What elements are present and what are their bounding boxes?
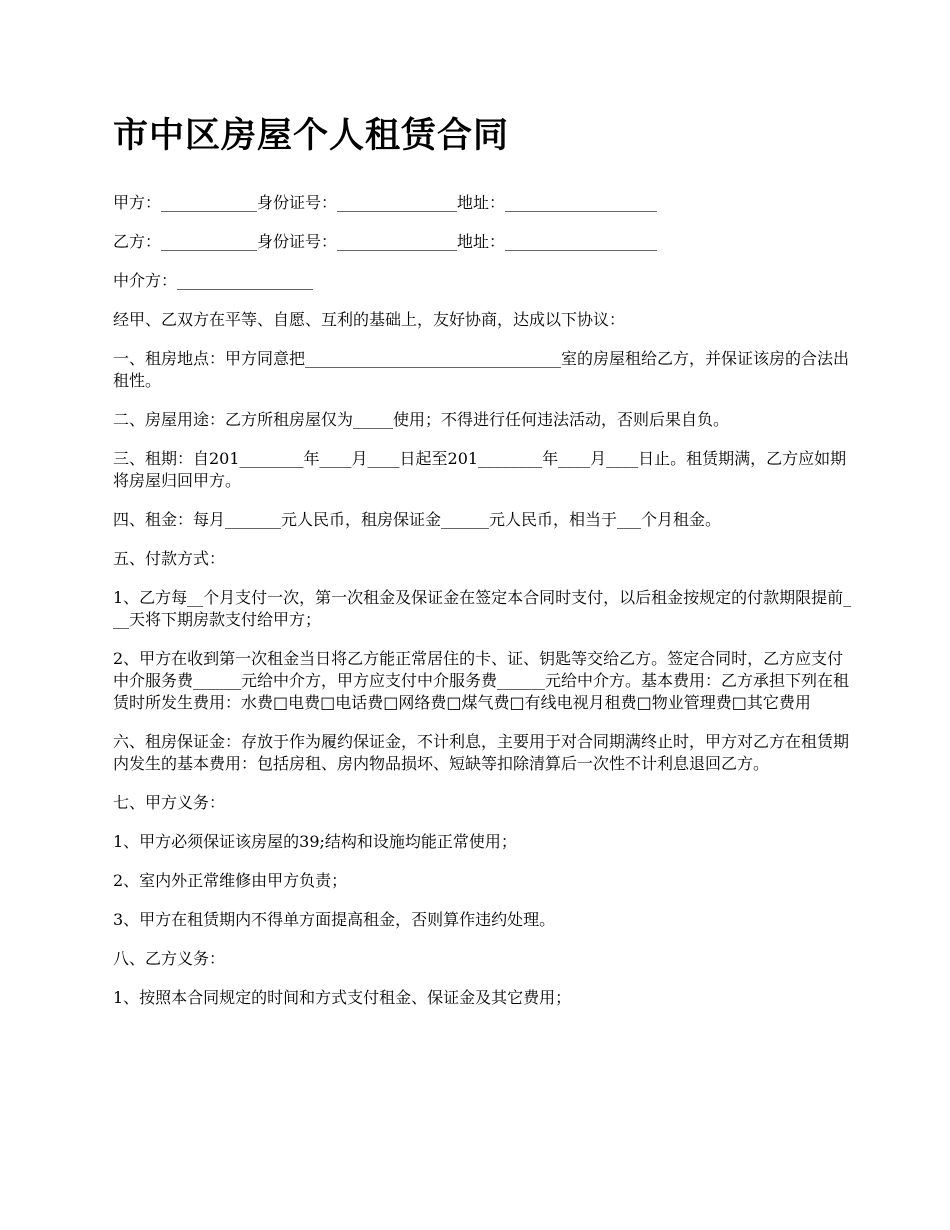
clause-7-item-3: 3、甲方在租赁期内不得单方面提高租金，否则算作违约处理。 <box>113 910 556 929</box>
document-title: 市中区房屋个人租赁合同 <box>113 115 510 156</box>
clause-7-item-1: 1、甲方必须保证该房屋的39;结构和设施均能正常使用； <box>113 832 517 851</box>
document-page <box>113 112 853 1026</box>
clause-4-rent: 四、租金：每月_______元人民币，租房保证金______元人民币，相当于___个月租金。 <box>113 510 722 529</box>
clause-5-item-2: 2、甲方在收到第一次租金当日将乙方能正常居住的卡、证、钥匙等交给乙方。签定合同时，乙方应支付中介服务费______元给中介方，甲方应支付中介服务费______元给中介方。基本费用：乙方承担下列在租赁时所发生费用：水费□电费□电话费□网络费□煤气费□有线电视月租费□物业管理费□其它费用 <box>113 649 850 712</box>
clause-5-payment-heading: 五、付款方式： <box>113 549 226 568</box>
clause-7-item-2: 2、室内外正常维修由甲方负责； <box>113 871 348 890</box>
clause-6-deposit: 六、租房保证金：存放于作为履约保证金，不计利息，主要用于对合同期满终止时，甲方对乙方在租赁期内发生的基本费用：包括房租、房内物品损坏、短缺等扣除清算后一次性不计利息退回乙方。 <box>113 732 850 773</box>
clause-1-location: 一、租房地点：甲方同意把________________________________室的房屋租给乙方，并保证该房的合法出租性。 <box>113 349 850 390</box>
party-b-line: 乙方：____________身份证号：_______________地址：___________________ <box>113 232 658 251</box>
agent-line: 中介方：_________________ <box>113 271 314 290</box>
clause-3-term: 三、租期：自201________年____月____日起至201________年____月____日止。租赁期满，乙方应如期将房屋归回甲方。 <box>113 449 847 490</box>
clause-8-item-1: 1、按照本合同规定的时间和方式支付租金、保证金及其它费用； <box>113 988 572 1007</box>
party-a-line: 甲方：____________身份证号：_______________地址：___________________ <box>113 193 658 212</box>
preamble-paragraph: 经甲、乙双方在平等、自愿、互利的基础上，友好协商，达成以下协议： <box>113 310 626 329</box>
clause-8-heading: 八、乙方义务： <box>113 949 226 968</box>
clause-5-item-1: 1、乙方每__个月支付一次，第一次租金及保证金在签定本合同时支付，以后租金按规定的付款期限提前___天将下期房款支付给甲方； <box>113 588 852 629</box>
clause-7-heading: 七、甲方义务： <box>113 793 226 812</box>
clause-2-usage: 二、房屋用途：乙方所租房屋仅为_____使用；不得进行任何违法活动，否则后果自负。 <box>113 410 730 429</box>
